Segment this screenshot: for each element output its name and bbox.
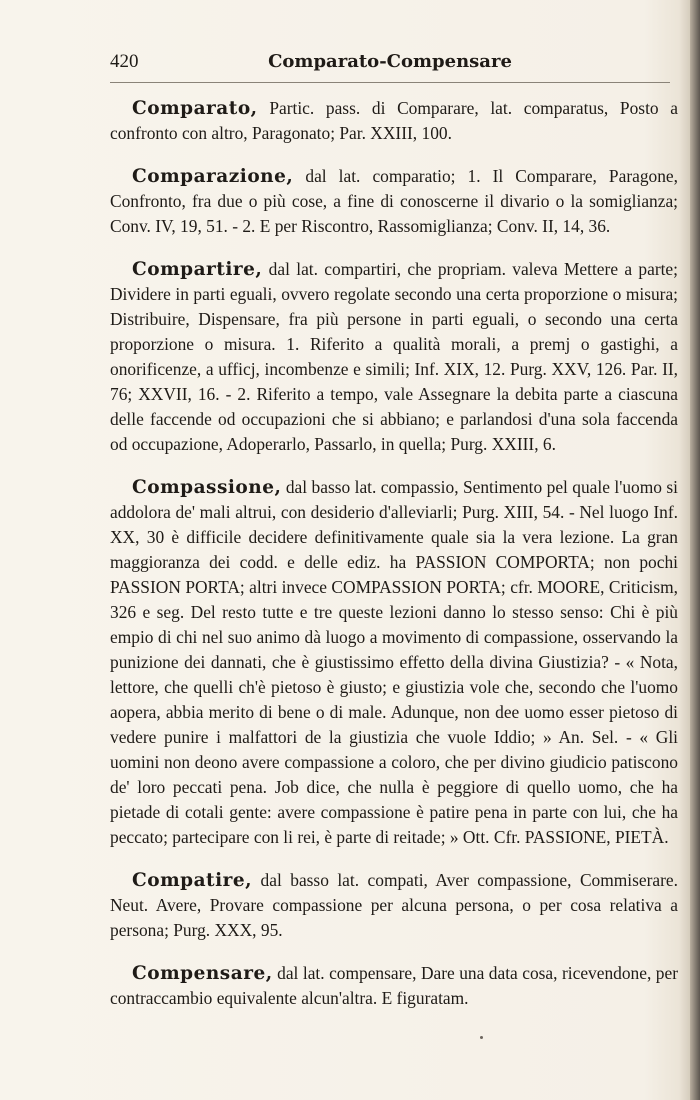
definition: dal basso lat. compassio, Sentimento pel quale l'uomo si addolora de' mali altrui, con desiderio d'alleviarli; Purg. XIII, 54. - Nel luogo Inf. XX, 30 è difficile decidere definitivamente quale sia la vera lezione. La gran maggioranza dei codd. e delle ediz. ha PASSION COMPORTA; non pochi PASSION PORTA; altri invece COMPASSION PORTA; cfr. MOORE, Criticism, 326 e seg. Del resto tutte e tre queste lezioni danno lo stesso senso: Chi è più empio di chi nel suo animo dà luogo a movimento di compassione, osservando la punizione dei dannati, che è giustissimo effetto della divina Giustizia? - « Nota, lettore, che quelli ch'è pietoso è giusto; e giustizia vole che, secondo che l'uomo aopera, abbia merito di bene o di male. Adunque, non dee uomo esser pietoso di vedere punire i malfattori de la giustizia che vuole Iddio; » An. Sel. - « Gli uomini non deono avere compassione a coloro, che per divino giudicio patiscono de' loro peccati pena. Job dice, che nulla è peggiore di quello uomo, che ha pietade di cotali gente: avere compassione è patire pena in parte con lui, che ha peccato; partecipare con li rei, è parte di reitade; » Ott. Cfr. PASSIONE, PIETÀ. bbox=[110, 477, 678, 847]
entry-compatire bbox=[110, 868, 678, 943]
entry-compartire bbox=[110, 257, 678, 457]
entry-compensare bbox=[110, 961, 678, 1011]
headword: Compatire, bbox=[132, 870, 253, 891]
definition: dal lat. compensare, Dare una data cosa, ricevendone, per contraccambio equivalente alcun'altra. E figuratam. bbox=[110, 963, 678, 1008]
header-rule bbox=[110, 82, 670, 83]
definition: dal lat. compartiri, che propriam. valeva Mettere a parte; Dividere in parti eguali, ovvero regolate secondo una certa proporzione o misura; Distribuire, Dispensare, fra più persone in parti eguali, o secondo una certa proporzione o misura. 1. Riferito a qualità morali, a premj o gastighi, a onorificenze, a ufficj, incombenze e simili; Inf. XIX, 12. Purg. XXV, 126. Par. II, 76; XXVII, 16. - 2. Riferito a tempo, vale Assegnare la debita parte a ciascuna delle faccende od occupazioni che si abbiano; e parlandosi d'una sola faccenda od occupazione, Adoperarlo, Passarlo, in quella; Purg. XXIII, 6. bbox=[110, 259, 678, 454]
headword: Comparazione, bbox=[132, 166, 294, 187]
entry-comparato bbox=[110, 96, 678, 146]
entry-comparazione bbox=[110, 164, 678, 239]
headword: Compartire, bbox=[132, 259, 263, 280]
page-number: 420 bbox=[110, 51, 139, 72]
definition: dal lat. comparatio; 1. Il Comparare, Paragone, Confronto, fra due o più cose, a fine di conoscerne il divario o la somiglianza; Conv. IV, 19, 51. - 2. E per Riscontro, Rassomiglianza; Conv. II, 14, 36. bbox=[110, 166, 678, 236]
headword: Compensare, bbox=[132, 963, 273, 984]
dictionary-body bbox=[110, 96, 678, 1011]
page-edge-shadow bbox=[690, 0, 700, 1100]
definition: dal basso lat. compati, Aver compassione, Commiserare. Neut. Avere, Provare compassione per alcuna persona, o per cosa relativa a persona; Purg. XXX, 95. bbox=[110, 870, 678, 940]
print-speck bbox=[480, 1036, 483, 1039]
entry-compassione bbox=[110, 475, 678, 850]
page-header bbox=[110, 51, 670, 77]
definition: Partic. pass. di Comparare, lat. comparatus, Posto a confronto con altro, Paragonato; Par. XXIII, 100. bbox=[110, 98, 678, 143]
headword: Compassione, bbox=[132, 477, 282, 498]
running-title: Comparato-Compensare bbox=[268, 51, 512, 72]
headword: Comparato, bbox=[132, 98, 258, 119]
